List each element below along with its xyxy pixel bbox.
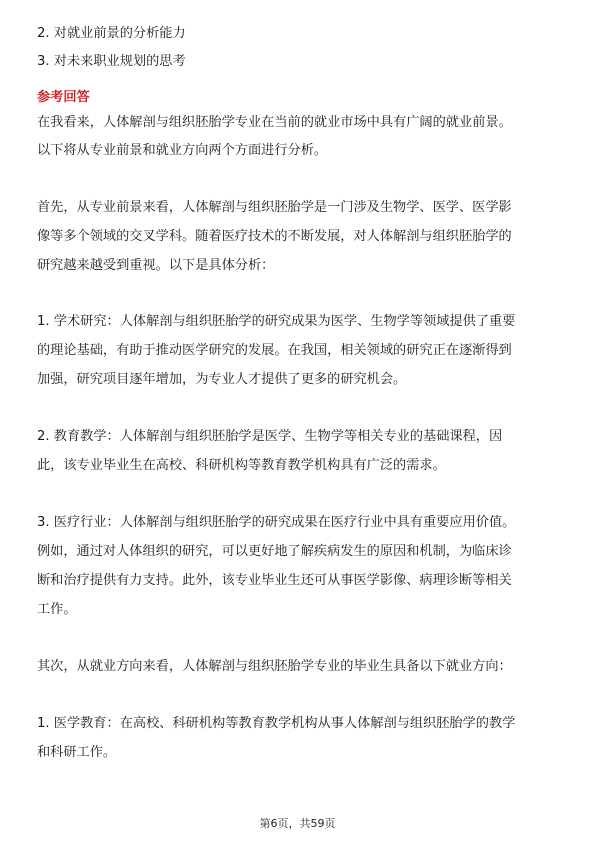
paragraph-line: 加强，研究项目逐年增加，为专业人才提供了更多的研究机会。: [37, 372, 407, 387]
paragraph-line: 以下将从专业前景和就业方向两个方面进行分析。: [37, 143, 328, 158]
paragraph-line: 1. 医学教育：在高校、科研机构等教育教学机构从事人体解剖与组织胚胎学的教学: [37, 716, 516, 731]
paragraph-line: 像等多个领域的交叉学科。随着医疗技术的不断发展，对人体解剖与组织胚胎学的: [37, 229, 512, 244]
paragraph-line: 研究越来越受到重视。以下是具体分析：: [37, 258, 275, 273]
paragraph-line: 的理论基础，有助于推动医学研究的发展。在我国，相关领域的研究正在逐渐得到: [37, 343, 512, 358]
paragraph-line: 2. 教育教学：人体解剖与组织胚胎学是医学、生物学等相关专业的基础课程，因: [37, 429, 503, 444]
paragraph-line: 首先，从专业前景来看，人体解剖与组织胚胎学是一门涉及生物学、医学、医学影: [37, 200, 512, 215]
question-item-3: 3. 对未来职业规划的思考: [37, 54, 186, 69]
paragraph-line: 断和治疗提供有力支持。此外，该专业毕业生还可从事医学影像、病理诊断等相关: [37, 573, 512, 588]
paragraph-line: 和科研工作。: [37, 745, 117, 760]
paragraph-line: 例如，通过对人体组织的研究，可以更好地了解疾病发生的原因和机制，为临床诊: [37, 544, 512, 559]
answer-heading: 参考回答: [37, 90, 90, 105]
paragraph-line: 在我看来，人体解剖与组织胚胎学专业在当前的就业市场中具有广阔的就业前景。: [37, 115, 512, 130]
paragraph-line: 3. 医疗行业：人体解剖与组织胚胎学的研究成果在医疗行业中具有重要应用价值。: [37, 515, 516, 530]
question-item-2: 2. 对就业前景的分析能力: [37, 26, 186, 41]
paragraph-line: 工作。: [37, 602, 77, 617]
paragraph-line: 1. 学术研究：人体解剖与组织胚胎学的研究成果为医学、生物学等领域提供了重要: [37, 314, 516, 329]
page-number-footer: 第6页，共59页: [259, 817, 336, 830]
paragraph-line: 此，该专业毕业生在高校、科研机构等教育教学机构具有广泛的需求。: [37, 458, 446, 473]
paragraph-line: 其次，从就业方向来看，人体解剖与组织胚胎学专业的毕业生具备以下就业方向：: [37, 659, 512, 674]
